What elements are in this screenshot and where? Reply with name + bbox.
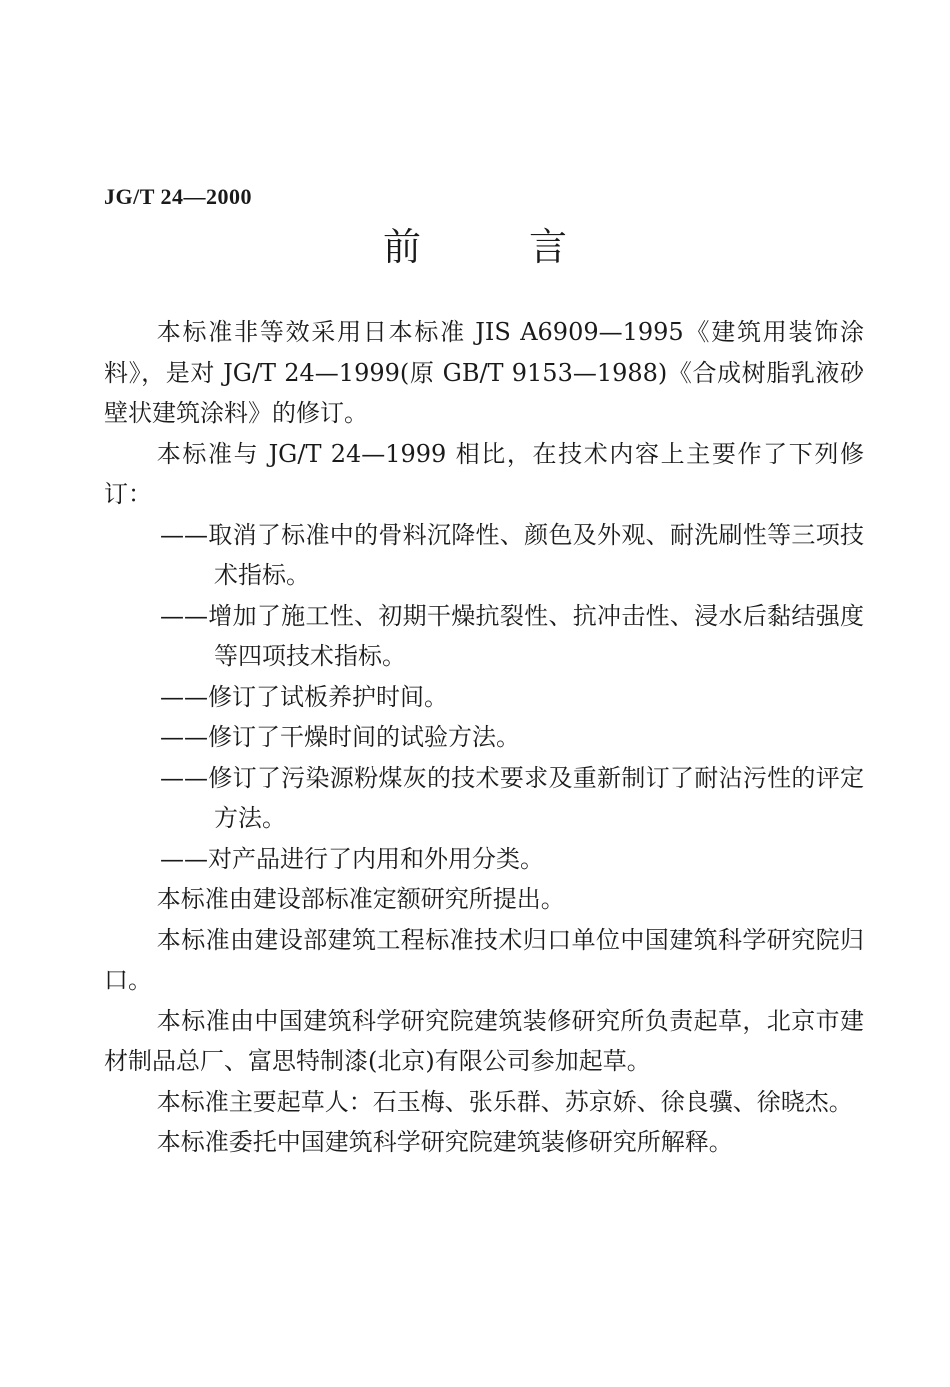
paragraph-administrator: 本标准由建设部建筑工程标准技术归口单位中国建筑科学研究院归口。: [104, 925, 864, 994]
paragraph-interpretation: 本标准委托中国建筑科学研究院建筑装修研究所解释。: [156, 1128, 733, 1156]
paragraph-adoption: 本标准非等效采用日本标准 JIS A6909—1995《建筑用装饰涂料》，是对 JG/T 24—1999(原 GB/T 9153—1988)《合成树脂乳液砂壁状建筑涂料》的修订。: [104, 318, 864, 427]
paragraph-drafters: 本标准主要起草人：石玉梅、张乐群、苏京娇、徐良骥、徐晓杰。: [156, 1087, 853, 1116]
paragraph-drafters-org: 本标准由中国建筑科学研究院建筑装修研究所负责起草，北京市建材制品总厂、富思特制漆(北京)有限公司参加起草。: [104, 1006, 864, 1075]
page-title: [0, 222, 950, 272]
list-item-change: ——增加了施工性、初期干燥抗裂性、抗冲击性、浸水后黏结强度等四项技术指标。: [160, 601, 864, 670]
title-char-2: 言: [529, 225, 568, 269]
paragraph-changes-intro: 本标准与 JG/T 24—1999 相比，在技术内容上主要作了下列修订：: [104, 439, 864, 508]
list-item-change: ——修订了污染源粉煤灰的技术要求及重新制订了耐沾污性的评定方法。: [160, 763, 864, 832]
paragraph-proposer: 本标准由建设部标准定额研究所提出。: [156, 885, 565, 913]
title-char-1: 前: [382, 225, 421, 269]
list-item-change: ——修订了干燥时间的试验方法。: [160, 723, 520, 751]
list-item-change: ——对产品进行了内用和外用分类。: [160, 844, 544, 873]
foreword-body: [104, 312, 864, 1163]
list-item-change: ——取消了标准中的骨料沉降性、颜色及外观、耐洗刷性等三项技术指标。: [160, 520, 864, 589]
list-item-change: ——修订了试板养护时间。: [160, 682, 448, 711]
standard-code: JG/T 24—2000: [104, 184, 253, 209]
